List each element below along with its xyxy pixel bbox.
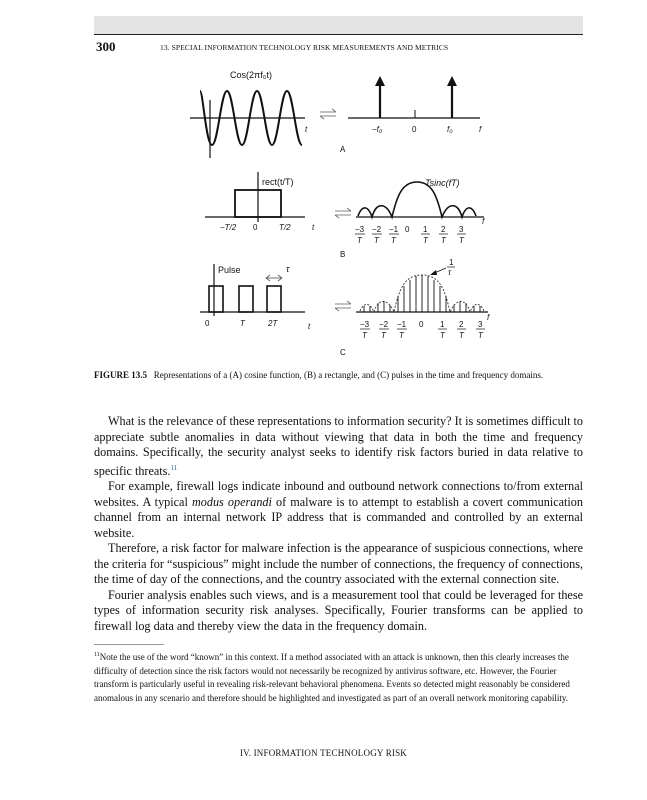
- label-tau: τ: [286, 264, 290, 274]
- label-t: t: [312, 223, 315, 232]
- label-t: t: [308, 322, 311, 331]
- tick-num: 1: [440, 320, 445, 329]
- arrow-a: [320, 109, 336, 119]
- figure-13-5: [0, 0, 647, 365]
- peak-marker: [430, 258, 455, 277]
- tick-den: T: [391, 236, 396, 245]
- paragraph-3: Therefore, a risk factor for malware infection is the appearance of suspicious connections, where the criteria for “suspicious” might include the number of connections, the frequency of connections, the time of day of the connections, and the country associated with the external connection site.: [94, 541, 583, 587]
- freq-ticks: [360, 320, 485, 340]
- tick-den: T: [459, 331, 464, 340]
- label-cos: Cos(2πf₀t): [230, 70, 272, 80]
- tick-den: T: [423, 236, 428, 245]
- tick-den: T: [440, 331, 445, 340]
- figure-caption: [94, 369, 588, 381]
- footnote-marker: 11: [94, 652, 100, 658]
- caption-label: FIGURE 13.5: [94, 370, 148, 380]
- tick-num: 2: [459, 320, 464, 329]
- tick-den: T: [459, 236, 464, 245]
- tau-arrow: [266, 275, 282, 281]
- tick-num: 0: [405, 225, 410, 234]
- paragraph-2: [94, 479, 583, 541]
- freq-ticks: [355, 225, 466, 245]
- page-number: 300: [96, 39, 116, 54]
- panel-letter-b: B: [340, 250, 346, 259]
- impulse-neg-arrow: [375, 76, 385, 86]
- running-foot: IV. INFORMATION TECHNOLOGY RISK: [239, 748, 408, 758]
- tick-neg-f0: −f₀: [372, 125, 383, 134]
- paragraph-4: Fourier analysis enables such views, and is a measurement tool that could be leveraged for these types of information security risk analyses. Specifically, Fourier transforms can be applied to firewall log data and thereby view the data in the frequency domain.: [94, 587, 583, 633]
- footnote-rule: [94, 644, 164, 645]
- tick-num: −1: [397, 320, 407, 329]
- panel-a-time: [190, 70, 308, 158]
- peak-num: 1: [449, 258, 454, 267]
- caption-text: Representations of a (A) cosine function, (B) a rectangle, and (C) pulses in the time and frequency domains.: [153, 370, 544, 380]
- tick-num: 3: [459, 225, 464, 234]
- tick-num: −2: [372, 225, 382, 234]
- label-t: t: [305, 125, 308, 134]
- paragraph-2-text-a: For example, firewall logs indicate inbound and outbound network connections to/from external websites. A typical: [94, 479, 583, 509]
- tick-num: 2: [441, 225, 446, 234]
- body-text: [94, 414, 583, 634]
- label-pulse: Pulse: [218, 265, 241, 275]
- tick-num: 3: [478, 320, 483, 329]
- tick-zero: 0: [205, 319, 210, 328]
- tick-den: T: [478, 331, 483, 340]
- paragraph-1-text: What is the relevance of these representations to information security? It is sometimes difficult to appreciate subtle anomalies in data without viewing that data in both the time and frequency domains. Specifically, the security analyst seeks to identify risk factors buried in data relative to specific threats.: [94, 414, 583, 478]
- tick-num: 1: [423, 225, 428, 234]
- tick-den: T: [374, 236, 379, 245]
- paragraph-2-text-b: of malware is to attempt to establish a covert communication channel from an internal network IP address that is commanded and controlled by an external website.: [94, 494, 583, 540]
- tick-den: T: [441, 236, 446, 245]
- running-head: 13. SPECIAL INFORMATION TECHNOLOGY RISK MEASUREMENTS AND METRICS: [160, 43, 449, 52]
- spectral-lines: [364, 275, 480, 312]
- tick-num: 0: [419, 320, 424, 329]
- peak-den: τ: [448, 268, 451, 277]
- tick-den: T: [362, 331, 367, 340]
- tick-2T: 2T: [268, 319, 278, 328]
- tick-num: −3: [360, 320, 370, 329]
- tick-zero: 0: [412, 125, 417, 134]
- label-f: f: [479, 125, 482, 134]
- tick-neg-half: −T/2: [220, 223, 237, 232]
- tick-num: −3: [355, 225, 365, 234]
- tick-T: T: [240, 319, 245, 328]
- footnote-ref[interactable]: 11: [170, 463, 178, 472]
- pulse-2: [239, 286, 253, 312]
- panel-b-time: [205, 172, 315, 232]
- footnote: [94, 649, 583, 705]
- tick-f0: f₀: [447, 125, 453, 134]
- label-f: f: [487, 313, 490, 322]
- tick-den: T: [381, 331, 386, 340]
- pulse-3: [267, 286, 281, 312]
- panel-b-freq: [340, 178, 485, 259]
- paragraph-1: [94, 414, 583, 479]
- label-f: f: [482, 217, 485, 226]
- tick-num: −2: [379, 320, 389, 329]
- label-sinc: Tsinc(fT): [425, 178, 460, 188]
- tick-half: T/2: [279, 223, 291, 232]
- panel-a-freq: [340, 76, 482, 154]
- arrow-b: [335, 208, 351, 218]
- pulse-1: [209, 286, 223, 312]
- paragraph-2-italic: modus operandi: [191, 494, 272, 509]
- footnote-text: Note the use of the word “known” in this context. If a method associated with an attack is unknown, then this clearly increases the difficulty of detection since the risk factors would not necessarily be recognized by antivirus software, etc. However, the Fourier transform is particularly useful in revealing risk-relevant behavioral phenomena. Events so detected might reasonably be considered anomalous in any scenario and therefore should be highlighted and investigated as part of an overall network monitoring capability.: [94, 652, 570, 703]
- impulse-pos-arrow: [447, 76, 457, 86]
- arrow-c: [335, 301, 351, 311]
- label-rect: rect(t/T): [262, 177, 294, 187]
- panel-c-time: [200, 264, 311, 331]
- panel-letter-c: C: [340, 348, 346, 357]
- tick-den: T: [399, 331, 404, 340]
- tick-zero: 0: [253, 223, 258, 232]
- panel-c-freq: [340, 258, 490, 357]
- panel-letter-a: A: [340, 145, 346, 154]
- tick-num: −1: [389, 225, 399, 234]
- tick-den: T: [357, 236, 362, 245]
